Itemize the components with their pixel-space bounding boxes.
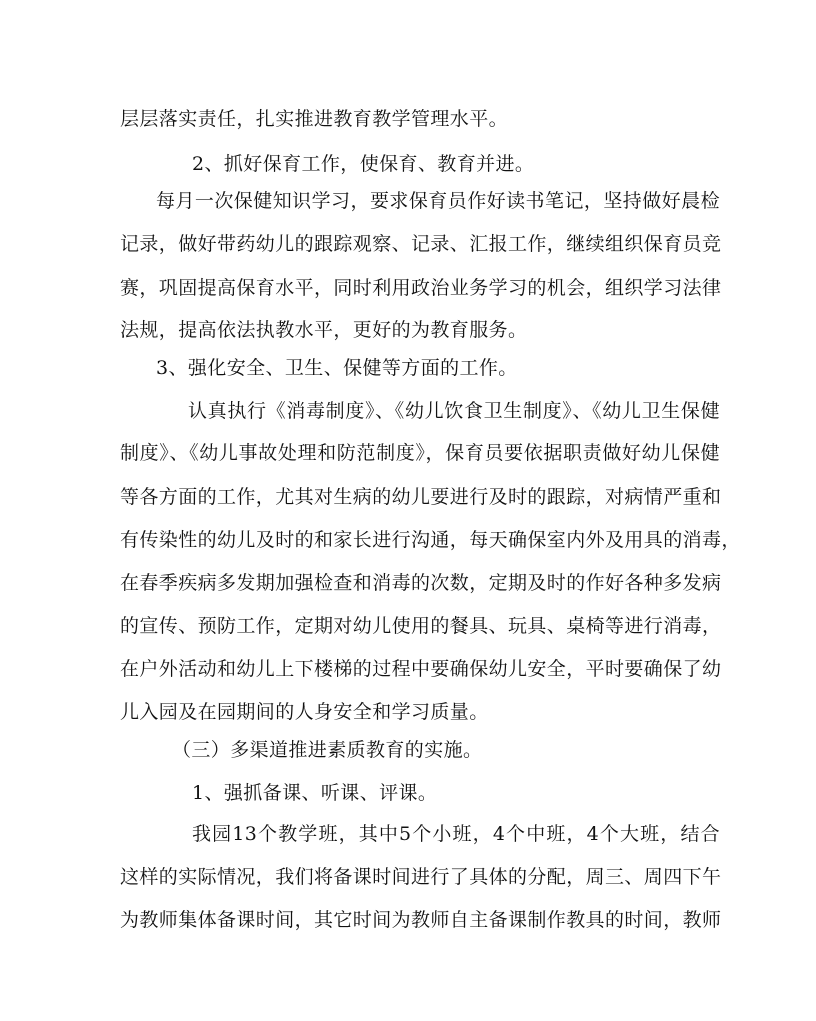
text-line-5: 赛，巩固提高保育水平，同时利用政治业务学习的机会，组织学习法律 <box>120 277 722 299</box>
text-line-9: 制度》、《幼儿事故处理和防范制度》，保育员要依据职责做好幼儿保健 <box>120 442 720 464</box>
text-line-1: 层层落实责任，扎实推进教育教学管理水平。 <box>120 108 509 130</box>
section-heading-2: 2、抓好保育工作，使保育、教育并进。 <box>192 153 535 175</box>
text-line-19: 这样的实际情况，我们将备课时间进行了具体的分配，周三、周四下午 <box>120 866 722 888</box>
text-line-4: 记录，做好带药幼儿的跟踪观察、记录、汇报工作，继续组织保育员竞 <box>120 233 722 255</box>
text-line-14: 在户外活动和幼儿上下楼梯的过程中要确保幼儿安全，平时要确保了幼 <box>120 658 722 680</box>
text-line-15: 儿入园及在园期间的人身安全和学习质量。 <box>120 701 489 723</box>
section-heading-1: 1、强抓备课、听课、评课。 <box>192 782 438 804</box>
text-line-10: 等各方面的工作，尤其对生病的幼儿要进行及时的跟踪，对病情严重和 <box>120 486 722 508</box>
section-heading-3: 3、强化安全、卫生、保健等方面的工作。 <box>156 357 518 379</box>
text-line-20: 为教师集体备课时间，其它时间为教师自主备课制作教具的时间，教师 <box>120 909 722 931</box>
text-line-13: 的宣传、预防工作，定期对幼儿使用的餐具、玩具、桌椅等进行消毒， <box>120 615 722 637</box>
text-line-12: 在春季疾病多发期加强检查和消毒的次数，定期及时的作好各种多发病 <box>120 572 722 594</box>
text-line-8: 认真执行《消毒制度》、《幼儿饮食卫生制度》、《幼儿卫生保健 <box>188 400 720 422</box>
text-line-3: 每月一次保健知识学习，要求保育员作好读书笔记，坚持做好晨检 <box>156 190 720 212</box>
section-heading-three: （三）多渠道推进素质教育的实施。 <box>172 739 483 761</box>
text-line-11: 有传染性的幼儿及时的和家长进行沟通，每天确保室内外及用具的消毒， <box>120 529 741 551</box>
text-line-6: 法规，提高依法执教水平，更好的为教育服务。 <box>120 319 528 341</box>
text-line-18: 我园13个教学班，其中5个小班，4个中班，4个大班，结合 <box>192 823 720 845</box>
